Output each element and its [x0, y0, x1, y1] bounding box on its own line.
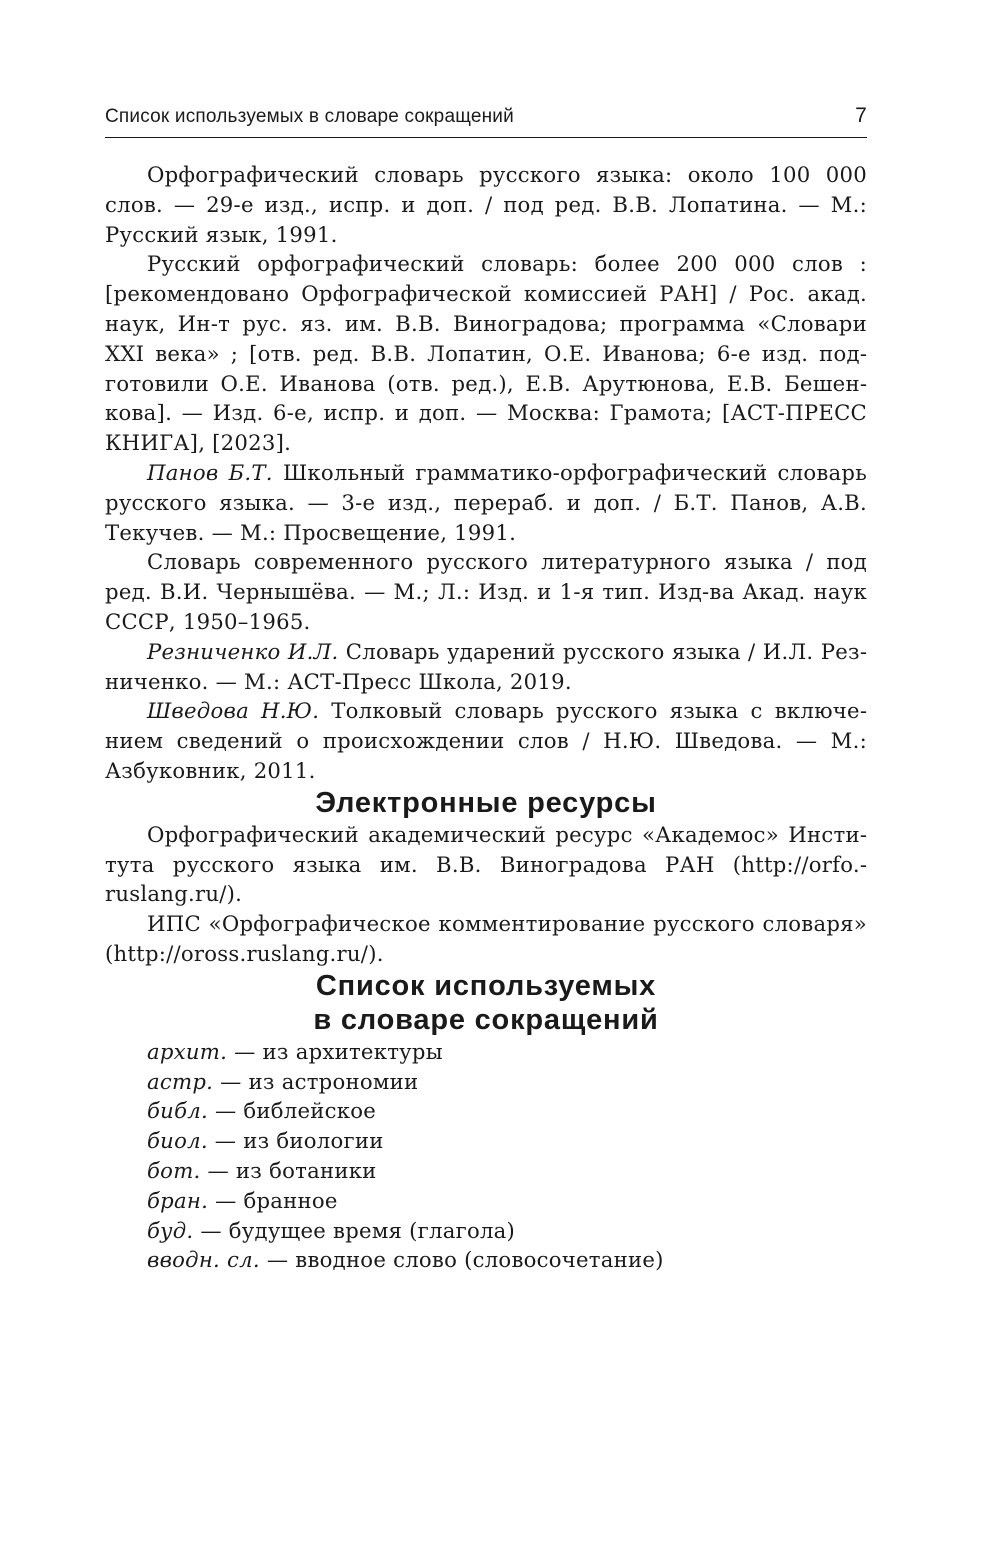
reference-author: Панов Б.Т.	[147, 459, 273, 485]
abbreviation-term: буд.	[147, 1217, 194, 1243]
abbreviation-meaning: — из биологии	[207, 1128, 384, 1154]
abbreviation-term: биол.	[147, 1128, 208, 1154]
abbreviation-item	[147, 1096, 867, 1126]
abbreviation-term: бран.	[147, 1187, 209, 1213]
abbreviation-meaning: — будущее время (глагола)	[193, 1217, 516, 1243]
electronic-resources-list	[105, 820, 867, 969]
reference-entry	[105, 547, 867, 636]
running-title: Список используемых в словаре сокращений	[105, 106, 514, 127]
abbreviation-meaning: — из астрономии	[213, 1068, 419, 1094]
reference-author: Шведова Н.Ю.	[147, 698, 320, 724]
abbreviation-term: библ.	[147, 1098, 208, 1124]
reference-text: Орфографический словарь русского языка: около 100 000 слов. — 29-е изд., испр. и доп. / под ред. В.В. Лопатина. — М.: Русский язык, 1991.	[105, 162, 867, 247]
book-page	[105, 104, 867, 1275]
abbreviations-list	[105, 1037, 867, 1275]
running-header	[105, 104, 867, 138]
abbreviation-meaning: — из ботаники	[200, 1157, 377, 1183]
abbreviation-meaning: — из архитектуры	[227, 1038, 443, 1064]
page-number: 7	[855, 104, 867, 127]
abbreviation-item	[147, 1037, 867, 1067]
abbreviation-term: бот.	[147, 1157, 201, 1183]
reference-entry	[105, 696, 867, 785]
electronic-resources-heading: Электронные ресурсы	[315, 786, 657, 819]
abbreviation-item	[147, 1156, 867, 1186]
abbreviation-item	[147, 1245, 867, 1275]
abbreviation-meaning: — бранное	[208, 1187, 338, 1213]
abbreviation-term: вводн. сл.	[147, 1247, 260, 1273]
abbreviation-meaning: — вводное слово (словосочетание)	[259, 1247, 664, 1273]
abbreviation-meaning: — библейское	[208, 1098, 377, 1124]
reference-entry	[105, 249, 867, 458]
reference-text: Словарь ударений русского языка / И.Л. Резниченко. — М.: АСТ-Пресс Школа, 2019.	[105, 638, 867, 694]
abbreviations-heading	[105, 969, 867, 1037]
abbreviation-item	[147, 1216, 867, 1246]
abbreviation-item	[147, 1186, 867, 1216]
abbreviations-heading-line1: Список используемых	[315, 969, 657, 1002]
references-list	[105, 160, 867, 786]
reference-text: Словарь современного русского литературного языка / под ред. В.И. Чернышёва. — М.; Л.: Изд. и 1-я тип. Изд-ва Акад. наук СССР, 1950–1965.	[105, 549, 867, 634]
abbreviation-item	[147, 1067, 867, 1097]
abbreviation-item	[147, 1126, 867, 1156]
reference-entry	[105, 637, 867, 697]
abbreviations-heading-line2: в словаре сокращений	[313, 1003, 659, 1036]
reference-text: Толковый словарь русского языка с включением сведений о происхождении слов / Н.Ю. Шведова. — М.: Азбуковник, 2011.	[105, 698, 867, 783]
reference-text: Русский орфографический словарь: более 200 000 слов : [рекомендовано Орфографической комиссией РАН] / Рос. акад. наук, Ин-т рус. яз. им. В.В. Виноградова; программа «Словари XXI века» ; [отв. ред. В.В. Лопатин, О.Е. Иванова; 6-е изд. подготовили О.Е. Иванова (отв. ред.), Е.В. Арутюнова, Е.В. Бешенкова]. — Изд. 6-е, испр. и доп. — Москва: Грамота; [АСТ-ПРЕСС КНИГА], [2023].	[105, 251, 867, 456]
abbreviation-term: архит.	[147, 1038, 228, 1064]
reference-author: Резниченко И.Л.	[147, 638, 339, 664]
reference-text: Школьный грамматико-орфографический словарь русского языка. — 3-е изд., перераб. и доп. / Б.Т. Панов, А.В. Текучев. — М.: Просвещение, 1991.	[105, 459, 868, 545]
abbreviation-term: астр.	[147, 1068, 214, 1094]
reference-entry	[105, 160, 867, 249]
reference-entry	[105, 458, 867, 547]
electronic-resource-entry: ИПС «Орфографическое комментирование русского словаря» (http://oross.ruslang.ru/).	[105, 911, 867, 966]
electronic-resource-entry: Орфографический академический ресурс «Академос» Института русского языка им. В.В. Виноградова РАН (http://orfo.ruslang.ru/).	[105, 821, 867, 907]
